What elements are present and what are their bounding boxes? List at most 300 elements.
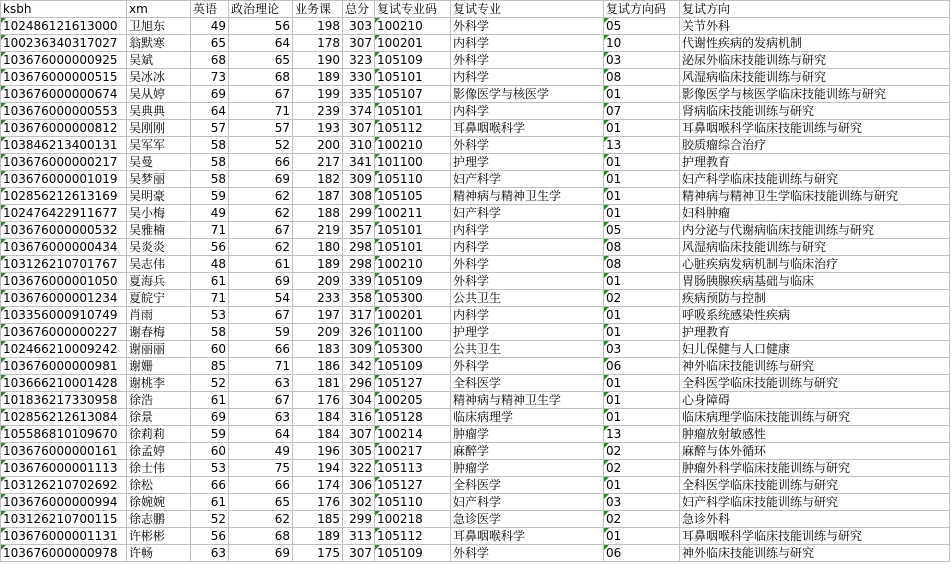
politics-cell[interactable]: 62 (229, 511, 293, 528)
retest-direction-cell[interactable]: 护理教育 (680, 154, 950, 171)
major-course-cell[interactable]: 189 (293, 528, 343, 545)
retest-direction-code-cell[interactable]: 01 (604, 375, 680, 392)
english-cell[interactable]: 64 (191, 103, 229, 120)
major-course-cell[interactable]: 180 (293, 239, 343, 256)
ksbh-cell[interactable]: 103676000001131 (1, 528, 127, 545)
english-cell[interactable]: 71 (191, 222, 229, 239)
ksbh-cell[interactable]: 103666210001428 (1, 375, 127, 392)
major-course-cell[interactable]: 190 (293, 52, 343, 69)
politics-cell[interactable]: 69 (229, 171, 293, 188)
retest-major-cell[interactable]: 外科学 (451, 545, 604, 562)
politics-cell[interactable]: 66 (229, 154, 293, 171)
retest-direction-code-cell[interactable]: 01 (604, 273, 680, 290)
retest-direction-cell[interactable]: 代谢性疾病的发病机制 (680, 35, 950, 52)
retest-major-code-cell[interactable]: 105101 (375, 222, 451, 239)
name-cell[interactable]: 肖雨 (127, 307, 191, 324)
total-cell[interactable]: 374 (343, 103, 375, 120)
retest-major-cell[interactable]: 麻醉学 (451, 443, 604, 460)
retest-major-code-cell[interactable]: 101100 (375, 324, 451, 341)
retest-direction-code-cell[interactable]: 01 (604, 86, 680, 103)
name-cell[interactable]: 吴从婷 (127, 86, 191, 103)
total-cell[interactable]: 305 (343, 443, 375, 460)
header-cell-politics[interactable]: 政治理论 (229, 1, 293, 18)
politics-cell[interactable]: 69 (229, 273, 293, 290)
retest-major-cell[interactable]: 内科学 (451, 307, 604, 324)
retest-major-code-cell[interactable]: 105300 (375, 341, 451, 358)
retest-major-code-cell[interactable]: 100201 (375, 307, 451, 324)
retest-major-code-cell[interactable]: 100218 (375, 511, 451, 528)
retest-direction-code-cell[interactable]: 13 (604, 137, 680, 154)
english-cell[interactable]: 56 (191, 528, 229, 545)
major-course-cell[interactable]: 185 (293, 511, 343, 528)
politics-cell[interactable]: 64 (229, 35, 293, 52)
retest-direction-code-cell[interactable]: 03 (604, 341, 680, 358)
english-cell[interactable]: 48 (191, 256, 229, 273)
major-course-cell[interactable]: 176 (293, 392, 343, 409)
retest-direction-cell[interactable]: 影像医学与核医学临床技能训练与研究 (680, 86, 950, 103)
retest-direction-code-cell[interactable]: 05 (604, 18, 680, 35)
retest-major-cell[interactable]: 外科学 (451, 256, 604, 273)
politics-cell[interactable]: 71 (229, 103, 293, 120)
name-cell[interactable]: 吴曼 (127, 154, 191, 171)
name-cell[interactable]: 徐士伟 (127, 460, 191, 477)
name-cell[interactable]: 谢春梅 (127, 324, 191, 341)
ksbh-cell[interactable]: 103676000000515 (1, 69, 127, 86)
retest-major-code-cell[interactable]: 105127 (375, 477, 451, 494)
english-cell[interactable]: 68 (191, 52, 229, 69)
english-cell[interactable]: 58 (191, 324, 229, 341)
major-course-cell[interactable]: 217 (293, 154, 343, 171)
english-cell[interactable]: 60 (191, 443, 229, 460)
politics-cell[interactable]: 63 (229, 409, 293, 426)
politics-cell[interactable]: 59 (229, 324, 293, 341)
major-course-cell[interactable]: 187 (293, 188, 343, 205)
major-course-cell[interactable]: 182 (293, 171, 343, 188)
major-course-cell[interactable]: 186 (293, 358, 343, 375)
retest-direction-code-cell[interactable]: 01 (604, 120, 680, 137)
retest-direction-cell[interactable]: 妇产科学临床技能训练与研究 (680, 494, 950, 511)
total-cell[interactable]: 307 (343, 120, 375, 137)
total-cell[interactable]: 317 (343, 307, 375, 324)
retest-direction-cell[interactable]: 泌尿外临床技能训练与研究 (680, 52, 950, 69)
major-course-cell[interactable]: 184 (293, 409, 343, 426)
retest-major-cell[interactable]: 妇产科学 (451, 494, 604, 511)
retest-major-cell[interactable]: 全科医学 (451, 477, 604, 494)
english-cell[interactable]: 56 (191, 239, 229, 256)
header-cell-major-course[interactable]: 业务课 (293, 1, 343, 18)
retest-direction-cell[interactable]: 耳鼻咽喉科学临床技能训练与研究 (680, 528, 950, 545)
english-cell[interactable]: 52 (191, 511, 229, 528)
name-cell[interactable]: 谢姗 (127, 358, 191, 375)
total-cell[interactable]: 339 (343, 273, 375, 290)
retest-direction-code-cell[interactable]: 05 (604, 222, 680, 239)
retest-major-code-cell[interactable]: 100210 (375, 256, 451, 273)
english-cell[interactable]: 58 (191, 171, 229, 188)
total-cell[interactable]: 306 (343, 477, 375, 494)
total-cell[interactable]: 298 (343, 239, 375, 256)
politics-cell[interactable]: 67 (229, 86, 293, 103)
politics-cell[interactable]: 68 (229, 528, 293, 545)
politics-cell[interactable]: 62 (229, 205, 293, 222)
retest-direction-cell[interactable]: 妇产科学临床技能训练与研究 (680, 171, 950, 188)
major-course-cell[interactable]: 181 (293, 375, 343, 392)
retest-major-cell[interactable]: 肿瘤学 (451, 460, 604, 477)
retest-major-cell[interactable]: 耳鼻咽喉科学 (451, 120, 604, 137)
politics-cell[interactable]: 62 (229, 239, 293, 256)
retest-direction-cell[interactable]: 肿瘤放射敏感性 (680, 426, 950, 443)
name-cell[interactable]: 吴冰冰 (127, 69, 191, 86)
major-course-cell[interactable]: 174 (293, 477, 343, 494)
name-cell[interactable]: 吴明豪 (127, 188, 191, 205)
politics-cell[interactable]: 65 (229, 494, 293, 511)
ksbh-cell[interactable]: 103676000000532 (1, 222, 127, 239)
total-cell[interactable]: 316 (343, 409, 375, 426)
major-course-cell[interactable]: 239 (293, 103, 343, 120)
retest-major-cell[interactable]: 临床病理学 (451, 409, 604, 426)
total-cell[interactable]: 342 (343, 358, 375, 375)
politics-cell[interactable]: 68 (229, 69, 293, 86)
name-cell[interactable]: 翁默寒 (127, 35, 191, 52)
retest-direction-code-cell[interactable]: 01 (604, 392, 680, 409)
retest-direction-code-cell[interactable]: 01 (604, 477, 680, 494)
english-cell[interactable]: 71 (191, 290, 229, 307)
english-cell[interactable]: 85 (191, 358, 229, 375)
total-cell[interactable]: 330 (343, 69, 375, 86)
retest-direction-code-cell[interactable]: 02 (604, 460, 680, 477)
retest-direction-cell[interactable]: 疾病预防与控制 (680, 290, 950, 307)
english-cell[interactable]: 61 (191, 392, 229, 409)
retest-major-cell[interactable]: 外科学 (451, 52, 604, 69)
retest-direction-cell[interactable]: 胃肠胰腺疾病基础与临床 (680, 273, 950, 290)
retest-direction-code-cell[interactable]: 13 (604, 426, 680, 443)
english-cell[interactable]: 69 (191, 409, 229, 426)
retest-major-code-cell[interactable]: 105113 (375, 460, 451, 477)
english-cell[interactable]: 60 (191, 341, 229, 358)
ksbh-cell[interactable]: 103356000910749 (1, 307, 127, 324)
english-cell[interactable]: 59 (191, 188, 229, 205)
total-cell[interactable]: 322 (343, 460, 375, 477)
ksbh-cell[interactable]: 103676000001113 (1, 460, 127, 477)
retest-major-code-cell[interactable]: 100205 (375, 392, 451, 409)
total-cell[interactable]: 299 (343, 511, 375, 528)
retest-major-cell[interactable]: 精神病与精神卫生学 (451, 188, 604, 205)
retest-major-cell[interactable]: 妇产科学 (451, 205, 604, 222)
major-course-cell[interactable]: 193 (293, 120, 343, 137)
header-cell-retest-major[interactable]: 复试专业 (451, 1, 604, 18)
retest-major-code-cell[interactable]: 105112 (375, 120, 451, 137)
name-cell[interactable]: 徐浩 (127, 392, 191, 409)
major-course-cell[interactable]: 189 (293, 69, 343, 86)
politics-cell[interactable]: 57 (229, 120, 293, 137)
retest-direction-cell[interactable]: 胶质瘤综合治疗 (680, 137, 950, 154)
ksbh-cell[interactable]: 103676000000674 (1, 86, 127, 103)
politics-cell[interactable]: 75 (229, 460, 293, 477)
major-course-cell[interactable]: 184 (293, 426, 343, 443)
retest-direction-cell[interactable]: 护理教育 (680, 324, 950, 341)
name-cell[interactable]: 谢桃李 (127, 375, 191, 392)
major-course-cell[interactable]: 199 (293, 86, 343, 103)
retest-direction-cell[interactable]: 肿瘤外科学临床技能训练与研究 (680, 460, 950, 477)
total-cell[interactable]: 308 (343, 188, 375, 205)
total-cell[interactable]: 341 (343, 154, 375, 171)
ksbh-cell[interactable]: 102476422911677 (1, 205, 127, 222)
retest-major-cell[interactable]: 内科学 (451, 35, 604, 52)
total-cell[interactable]: 313 (343, 528, 375, 545)
retest-direction-code-cell[interactable]: 07 (604, 103, 680, 120)
ksbh-cell[interactable]: 103676000000925 (1, 52, 127, 69)
politics-cell[interactable]: 67 (229, 222, 293, 239)
retest-direction-code-cell[interactable]: 08 (604, 239, 680, 256)
major-course-cell[interactable]: 189 (293, 256, 343, 273)
name-cell[interactable]: 吴雅楠 (127, 222, 191, 239)
ksbh-cell[interactable]: 103676000000217 (1, 154, 127, 171)
politics-cell[interactable]: 56 (229, 18, 293, 35)
major-course-cell[interactable]: 188 (293, 205, 343, 222)
retest-direction-code-cell[interactable]: 06 (604, 358, 680, 375)
retest-major-code-cell[interactable]: 105107 (375, 86, 451, 103)
politics-cell[interactable]: 71 (229, 358, 293, 375)
ksbh-cell[interactable]: 103126210700115 (1, 511, 127, 528)
retest-major-cell[interactable]: 内科学 (451, 239, 604, 256)
major-course-cell[interactable]: 200 (293, 137, 343, 154)
retest-direction-code-cell[interactable]: 06 (604, 545, 680, 562)
major-course-cell[interactable]: 178 (293, 35, 343, 52)
politics-cell[interactable]: 54 (229, 290, 293, 307)
retest-direction-cell[interactable]: 妇儿保健与人口健康 (680, 341, 950, 358)
retest-direction-code-cell[interactable]: 01 (604, 324, 680, 341)
politics-cell[interactable]: 66 (229, 477, 293, 494)
politics-cell[interactable]: 62 (229, 188, 293, 205)
retest-direction-cell[interactable]: 耳鼻咽喉科学临床技能训练与研究 (680, 120, 950, 137)
retest-direction-cell[interactable]: 内分泌与代谢病临床技能训练与研究 (680, 222, 950, 239)
retest-direction-code-cell[interactable]: 08 (604, 256, 680, 273)
name-cell[interactable]: 吴炎炎 (127, 239, 191, 256)
name-cell[interactable]: 许彬彬 (127, 528, 191, 545)
retest-major-code-cell[interactable]: 105101 (375, 239, 451, 256)
ksbh-cell[interactable]: 103676000000994 (1, 494, 127, 511)
major-course-cell[interactable]: 209 (293, 273, 343, 290)
ksbh-cell[interactable]: 102856212613169 (1, 188, 127, 205)
retest-direction-code-cell[interactable]: 10 (604, 35, 680, 52)
retest-direction-cell[interactable]: 神外临床技能训练与研究 (680, 545, 950, 562)
retest-direction-cell[interactable]: 全科医学临床技能训练与研究 (680, 375, 950, 392)
major-course-cell[interactable]: 196 (293, 443, 343, 460)
total-cell[interactable]: 307 (343, 35, 375, 52)
politics-cell[interactable]: 65 (229, 52, 293, 69)
total-cell[interactable]: 358 (343, 290, 375, 307)
major-course-cell[interactable]: 233 (293, 290, 343, 307)
retest-direction-code-cell[interactable]: 01 (604, 409, 680, 426)
retest-major-cell[interactable]: 内科学 (451, 222, 604, 239)
major-course-cell[interactable]: 183 (293, 341, 343, 358)
header-cell-ksbh[interactable]: ksbh (1, 1, 127, 18)
ksbh-cell[interactable]: 103676000000981 (1, 358, 127, 375)
retest-direction-cell[interactable]: 急诊外科 (680, 511, 950, 528)
total-cell[interactable]: 307 (343, 545, 375, 562)
retest-major-code-cell[interactable]: 100201 (375, 35, 451, 52)
english-cell[interactable]: 53 (191, 460, 229, 477)
name-cell[interactable]: 夏皖宁 (127, 290, 191, 307)
header-cell-retest-major-code[interactable]: 复试专业码 (375, 1, 451, 18)
retest-major-cell[interactable]: 外科学 (451, 18, 604, 35)
english-cell[interactable]: 66 (191, 477, 229, 494)
retest-major-cell[interactable]: 急诊医学 (451, 511, 604, 528)
total-cell[interactable]: 298 (343, 256, 375, 273)
name-cell[interactable]: 吴刚刚 (127, 120, 191, 137)
retest-direction-cell[interactable]: 心脏疾病发病机制与临床治疗 (680, 256, 950, 273)
name-cell[interactable]: 吴军军 (127, 137, 191, 154)
name-cell[interactable]: 谢丽丽 (127, 341, 191, 358)
retest-major-code-cell[interactable]: 105300 (375, 290, 451, 307)
retest-major-code-cell[interactable]: 100210 (375, 18, 451, 35)
retest-direction-cell[interactable]: 肾病临床技能训练与研究 (680, 103, 950, 120)
total-cell[interactable]: 326 (343, 324, 375, 341)
ksbh-cell[interactable]: 103126210702692 (1, 477, 127, 494)
retest-direction-code-cell[interactable]: 01 (604, 528, 680, 545)
retest-major-cell[interactable]: 护理学 (451, 324, 604, 341)
retest-major-code-cell[interactable]: 105112 (375, 528, 451, 545)
retest-major-code-cell[interactable]: 105110 (375, 171, 451, 188)
total-cell[interactable]: 299 (343, 205, 375, 222)
retest-major-code-cell[interactable]: 105127 (375, 375, 451, 392)
name-cell[interactable]: 卫旭东 (127, 18, 191, 35)
name-cell[interactable]: 徐婉婉 (127, 494, 191, 511)
english-cell[interactable]: 63 (191, 545, 229, 562)
politics-cell[interactable]: 67 (229, 307, 293, 324)
header-cell-retest-direction[interactable]: 复试方向 (680, 1, 950, 18)
ksbh-cell[interactable]: 103676000001050 (1, 273, 127, 290)
ksbh-cell[interactable]: 102486121613000 (1, 18, 127, 35)
ksbh-cell[interactable]: 101836217330958 (1, 392, 127, 409)
retest-major-cell[interactable]: 内科学 (451, 103, 604, 120)
retest-direction-code-cell[interactable]: 02 (604, 443, 680, 460)
retest-direction-cell[interactable]: 关节外科 (680, 18, 950, 35)
retest-direction-cell[interactable]: 心身障碍 (680, 392, 950, 409)
header-cell-total[interactable]: 总分 (343, 1, 375, 18)
retest-major-code-cell[interactable]: 100217 (375, 443, 451, 460)
retest-major-cell[interactable]: 外科学 (451, 273, 604, 290)
major-course-cell[interactable]: 197 (293, 307, 343, 324)
total-cell[interactable]: 302 (343, 494, 375, 511)
politics-cell[interactable]: 67 (229, 392, 293, 409)
retest-direction-code-cell[interactable]: 01 (604, 188, 680, 205)
retest-direction-code-cell[interactable]: 02 (604, 290, 680, 307)
retest-major-cell[interactable]: 外科学 (451, 137, 604, 154)
major-course-cell[interactable]: 175 (293, 545, 343, 562)
retest-direction-cell[interactable]: 神外临床技能训练与研究 (680, 358, 950, 375)
name-cell[interactable]: 吴典典 (127, 103, 191, 120)
retest-major-code-cell[interactable]: 101100 (375, 154, 451, 171)
ksbh-cell[interactable]: 102466210009242 (1, 341, 127, 358)
retest-direction-code-cell[interactable]: 01 (604, 154, 680, 171)
retest-direction-cell[interactable]: 麻醉与体外循环 (680, 443, 950, 460)
name-cell[interactable]: 徐松 (127, 477, 191, 494)
english-cell[interactable]: 61 (191, 273, 229, 290)
english-cell[interactable]: 69 (191, 86, 229, 103)
header-cell-retest-direction-code[interactable]: 复试方向码 (604, 1, 680, 18)
total-cell[interactable]: 323 (343, 52, 375, 69)
retest-major-cell[interactable]: 外科学 (451, 358, 604, 375)
ksbh-cell[interactable]: 105586810109670 (1, 426, 127, 443)
name-cell[interactable]: 徐莉莉 (127, 426, 191, 443)
header-cell-english[interactable]: 英语 (191, 1, 229, 18)
english-cell[interactable]: 65 (191, 35, 229, 52)
retest-direction-cell[interactable]: 精神病与精神卫生学临床技能训练与研究 (680, 188, 950, 205)
retest-major-cell[interactable]: 精神病与精神卫生学 (451, 392, 604, 409)
retest-major-code-cell[interactable]: 100210 (375, 137, 451, 154)
header-cell-xm[interactable]: xm (127, 1, 191, 18)
ksbh-cell[interactable]: 103126210701767 (1, 256, 127, 273)
retest-major-cell[interactable]: 护理学 (451, 154, 604, 171)
english-cell[interactable]: 57 (191, 120, 229, 137)
total-cell[interactable]: 307 (343, 426, 375, 443)
retest-major-cell[interactable]: 妇产科学 (451, 171, 604, 188)
name-cell[interactable]: 徐志鹏 (127, 511, 191, 528)
ksbh-cell[interactable]: 103676000001019 (1, 171, 127, 188)
retest-major-code-cell[interactable]: 105101 (375, 103, 451, 120)
name-cell[interactable]: 徐孟婷 (127, 443, 191, 460)
retest-direction-cell[interactable]: 临床病理学临床技能训练与研究 (680, 409, 950, 426)
retest-major-cell[interactable]: 耳鼻咽喉科学 (451, 528, 604, 545)
retest-direction-code-cell[interactable]: 08 (604, 69, 680, 86)
retest-major-code-cell[interactable]: 105101 (375, 69, 451, 86)
english-cell[interactable]: 53 (191, 307, 229, 324)
retest-direction-cell[interactable]: 妇科肿瘤 (680, 205, 950, 222)
ksbh-cell[interactable]: 103676000000553 (1, 103, 127, 120)
total-cell[interactable]: 304 (343, 392, 375, 409)
retest-major-cell[interactable]: 肿瘤学 (451, 426, 604, 443)
retest-major-cell[interactable]: 公共卫生 (451, 341, 604, 358)
name-cell[interactable]: 吴志伟 (127, 256, 191, 273)
retest-major-code-cell[interactable]: 105109 (375, 358, 451, 375)
retest-major-code-cell[interactable]: 105128 (375, 409, 451, 426)
retest-major-cell[interactable]: 公共卫生 (451, 290, 604, 307)
retest-direction-cell[interactable]: 风湿病临床技能训练与研究 (680, 69, 950, 86)
retest-direction-cell[interactable]: 风湿病临床技能训练与研究 (680, 239, 950, 256)
english-cell[interactable]: 59 (191, 426, 229, 443)
english-cell[interactable]: 61 (191, 494, 229, 511)
ksbh-cell[interactable]: 103676000000812 (1, 120, 127, 137)
ksbh-cell[interactable]: 100236340317027 (1, 35, 127, 52)
retest-major-code-cell[interactable]: 100211 (375, 205, 451, 222)
politics-cell[interactable]: 63 (229, 375, 293, 392)
retest-direction-code-cell[interactable]: 01 (604, 171, 680, 188)
retest-major-code-cell[interactable]: 105105 (375, 188, 451, 205)
politics-cell[interactable]: 69 (229, 545, 293, 562)
retest-major-code-cell[interactable]: 105109 (375, 273, 451, 290)
ksbh-cell[interactable]: 103846213400131 (1, 137, 127, 154)
major-course-cell[interactable]: 176 (293, 494, 343, 511)
retest-direction-code-cell[interactable]: 03 (604, 52, 680, 69)
ksbh-cell[interactable]: 103676000000434 (1, 239, 127, 256)
ksbh-cell[interactable]: 103676000000227 (1, 324, 127, 341)
total-cell[interactable]: 309 (343, 341, 375, 358)
english-cell[interactable]: 49 (191, 18, 229, 35)
politics-cell[interactable]: 66 (229, 341, 293, 358)
ksbh-cell[interactable]: 103676000000161 (1, 443, 127, 460)
english-cell[interactable]: 58 (191, 137, 229, 154)
major-course-cell[interactable]: 219 (293, 222, 343, 239)
total-cell[interactable]: 309 (343, 171, 375, 188)
retest-major-code-cell[interactable]: 105110 (375, 494, 451, 511)
total-cell[interactable]: 310 (343, 137, 375, 154)
name-cell[interactable]: 吴梦丽 (127, 171, 191, 188)
retest-major-cell[interactable]: 影像医学与核医学 (451, 86, 604, 103)
name-cell[interactable]: 许畅 (127, 545, 191, 562)
retest-major-cell[interactable]: 内科学 (451, 69, 604, 86)
total-cell[interactable]: 335 (343, 86, 375, 103)
english-cell[interactable]: 52 (191, 375, 229, 392)
